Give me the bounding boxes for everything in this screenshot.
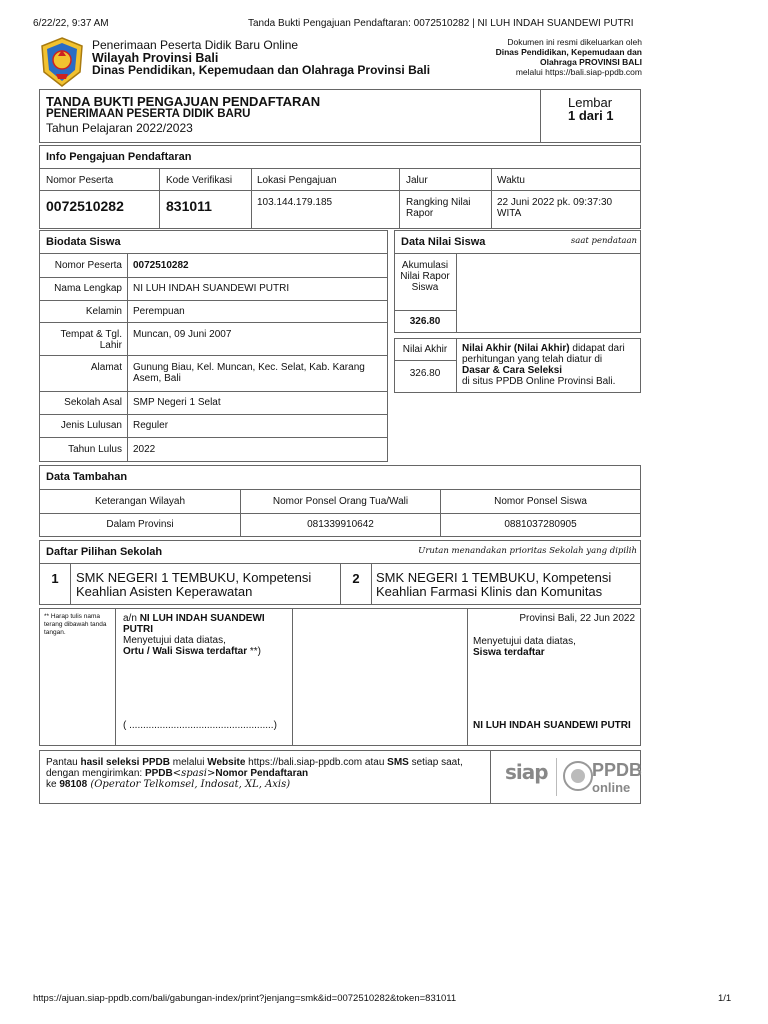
jalur-value: Rangking Nilai Rapor <box>406 197 471 219</box>
bio-value: NI LUH INDAH SUANDEWI PUTRI <box>133 283 290 294</box>
col-keterangan-wilayah: Keterangan Wilayah <box>94 496 186 507</box>
bio-value: Gunung Biau, Kel. Muncan, Kec. Selat, Kab. Karang Asem, Bali <box>133 362 365 384</box>
lokasi-value: 103.144.179.185 <box>257 197 333 208</box>
doc-subtitle: PENERIMAAN PESERTA DIDIK BARU <box>46 108 251 120</box>
bio-label: Tempat & Tgl. Lahir <box>60 329 122 351</box>
nilai-akhir-label: Nilai Akhir <box>402 344 448 355</box>
col-kode-verifikasi: Kode Verifikasi <box>166 175 233 186</box>
ppdb-emblem-icon <box>562 758 594 794</box>
org-line3: Dinas Pendidikan, Kepemudaan dan Olahraga Provinsi Bali <box>92 63 431 77</box>
bio-label: Nama Lengkap <box>54 283 122 294</box>
nilai-note: saat pendataan <box>570 236 637 246</box>
pilihan-number: 1 <box>51 571 59 586</box>
sign-note: ** Harap tulis nama terang dibawah tanda tangan. <box>44 613 107 636</box>
biodata-heading: Biodata Siswa <box>46 236 121 248</box>
org-line2: Wilayah Provinsi Bali <box>92 51 219 65</box>
bio-value: SMP Negeri 1 Selat <box>133 397 221 408</box>
bio-value: Muncan, 09 Juni 2007 <box>133 329 232 340</box>
bio-value: Perempuan <box>133 306 185 317</box>
akumulasi-label: Akumulasi Nilai Rapor Siswa <box>400 260 450 293</box>
pilihan-number: 2 <box>352 571 360 586</box>
doc-title: TANDA BUKTI PENGAJUAN PENDAFTARAN <box>46 94 321 109</box>
print-page-number: 1/1 <box>718 993 732 1004</box>
footer-note-text: Pantau hasil seleksi PPDB melalui Website https://bali.siap-ppdb.com atau SMS setiap saat, dengan mengirimkan: PPDB<spasi>Nomor Pendaftaran ke 98108 (Operator Telkomsel, Indosat, XL, Axis) <box>46 757 463 790</box>
nilai-akhir-value: 326.80 <box>409 368 441 379</box>
ortu-signature-block: a/n NI LUH INDAH SUANDEWI PUTRI Menyetujui data diatas, Ortu / Wali Siswa terdaftar **) <box>123 613 265 657</box>
pilihan-school: SMK NEGERI 1 TEMBUKU, Kompetensi Keahlian Farmasi Klinis dan Komunitas <box>376 570 612 599</box>
school-year: Tahun Pelajaran 2022/2023 <box>46 121 193 135</box>
akumulasi-value: 326.80 <box>409 316 441 327</box>
place-date: Provinsi Bali, 22 Jun 2022 <box>519 613 635 624</box>
bio-label: Tahun Lulus <box>68 444 122 455</box>
col-ponsel-ortu: Nomor Ponsel Orang Tua/Wali <box>272 496 409 507</box>
pilihan-note: Urutan menandakan prioritas Sekolah yang dipilih <box>418 546 637 556</box>
keterangan-wilayah-value: Dalam Provinsi <box>106 519 174 530</box>
col-nomor-peserta: Nomor Peserta <box>46 175 114 186</box>
nomor-peserta-value: 0072510282 <box>46 198 124 214</box>
col-jalur: Jalur <box>406 175 428 186</box>
siswa-signature-block: Menyetujui data diatas, Siswa terdaftar <box>473 636 576 658</box>
col-ponsel-siswa: Nomor Ponsel Siswa <box>494 496 587 507</box>
sheet-value: 1 dari 1 <box>568 108 614 123</box>
pilihan-heading: Daftar Pilihan Sekolah <box>46 546 163 558</box>
col-lokasi: Lokasi Pengajuan <box>257 175 337 186</box>
waktu-value: 22 Juni 2022 pk. 09:37:30 WITA <box>497 197 613 219</box>
ortu-name-blank: ( ....................................................) <box>123 720 277 731</box>
col-waktu: Waktu <box>497 175 525 186</box>
print-url: https://ajuan.siap-ppdb.com/bali/gabungan-index/print?jenjang=smk&id=0072510282&token=831011 <box>33 993 457 1004</box>
print-datetime: 6/22/22, 9:37 AM <box>33 18 109 29</box>
bio-label: Nomor Peserta <box>54 260 122 271</box>
nilai-akhir-description: Nilai Akhir (Nilai Akhir) didapat dari perhitungan yang telah diatur di Dasar & Cara Seleksi di situs PPDB Online Provinsi Bali. <box>462 343 625 387</box>
ponsel-siswa-value: 0881037280905 <box>504 519 577 530</box>
nilai-heading: Data Nilai Siswa <box>401 236 486 248</box>
kode-verifikasi-value: 831011 <box>166 198 212 214</box>
bali-emblem-logo <box>38 36 86 88</box>
bio-label: Sekolah Asal <box>64 397 122 408</box>
pilihan-school: SMK NEGERI 1 TEMBUKU, Kompetensi Keahlian Asisten Keperawatan <box>76 570 312 599</box>
bio-label: Kelamin <box>85 306 122 317</box>
online-logo-text: online <box>592 780 631 795</box>
ponsel-ortu-value: 081339910642 <box>307 519 374 530</box>
siap-logo: siap <box>505 760 548 784</box>
ppdb-logo-text: PPDB <box>592 760 643 780</box>
print-doc-title: Tanda Bukti Pengajuan Pendaftaran: 0072510282 | NI LUH INDAH SUANDEWI PUTRI <box>248 18 634 29</box>
tambahan-heading: Data Tambahan <box>46 471 128 483</box>
bio-value: 2022 <box>133 444 156 455</box>
issued-by-note: Dokumen ini resmi dikeluarkan oleh Dinas Pendidikan, Kepemudaan dan Olahraga PROVINSI BALI melalui https://bali.siap-ppdb.com <box>495 37 642 77</box>
bio-value: 0072510282 <box>133 260 189 271</box>
sheet-label: Lembar <box>568 95 613 110</box>
bio-label: Alamat <box>90 362 122 373</box>
bio-value: Reguler <box>133 420 169 431</box>
bio-label: Jenis Lulusan <box>60 420 122 431</box>
siswa-name: NI LUH INDAH SUANDEWI PUTRI <box>473 720 631 731</box>
info-heading: Info Pengajuan Pendaftaran <box>46 151 192 163</box>
org-line1: Penerimaan Peserta Didik Baru Online <box>92 38 299 52</box>
